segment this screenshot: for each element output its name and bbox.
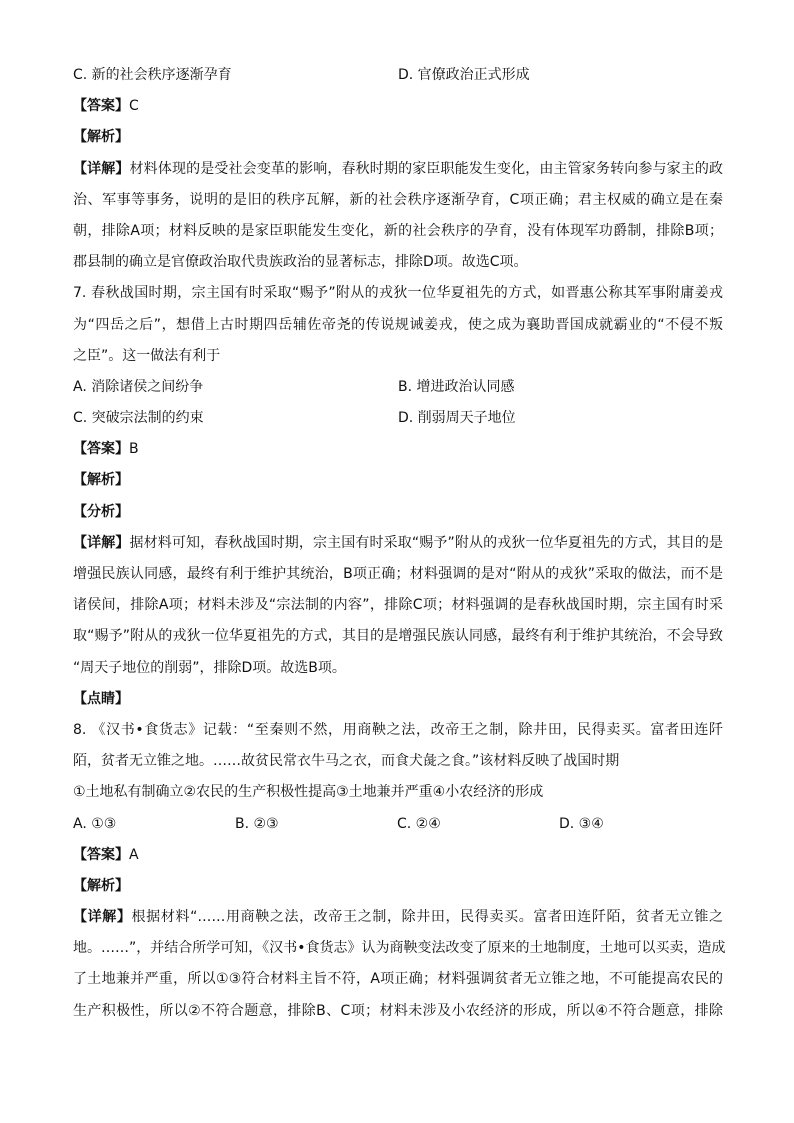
q8-stem-line-2: 陌，贫者无立锥之地。……故贫民常衣牛马之衣，而食犬彘之食。”该材料反映了战国时期: [73, 753, 620, 770]
q8-detail-line-4: 生产积极性，所以②不符合题意，排除B、C项；材料未涉及小农经济的形成，所以④不符合题意，排除: [73, 1002, 723, 1019]
q7-stem-line-1: 7. 春秋战国时期，宗主国有时采取“赐予”附从的戎狄一位华夏祖先的方式，如晋惠公称其军事附庸姜戎: [73, 285, 723, 302]
detail-tag: 【详解】: [73, 534, 130, 551]
answer-value: A: [129, 846, 139, 863]
q8-option-a: A. ①③: [73, 815, 117, 832]
q6-detail-line-1: [73, 154, 723, 185]
q7-answer: [73, 434, 723, 465]
q8-analysis-heading: 【解析】: [73, 877, 129, 894]
q7-detail-line-5: “周天子地位的削弱”，排除D项。故选B项。: [73, 659, 346, 676]
answer-tag: 【答案】: [73, 98, 129, 115]
q7-option-a: A. 消除诸侯之间纷争: [73, 378, 204, 395]
answer-value: B: [129, 441, 139, 458]
q7-option-b: B. 增进政治认同感: [398, 378, 515, 395]
q8-answer: [73, 840, 723, 871]
q6-detail-text: 材料体现的是受社会变革的影响，春秋时期的家臣职能发生变化，由主管家务转向参与家主的政: [129, 160, 724, 177]
q6-detail-line-4: 郡县制的确立是官僚政治取代贵族政治的显著标志，排除D项。故选C项。: [73, 254, 528, 271]
q8-options: [73, 809, 723, 840]
q8-detail-text: 根据材料“……用商鞅之法，改帝王之制，除井田，民得卖买。富者田连阡陌，贫者无立锥之: [131, 909, 723, 926]
q7-dianjing-heading: 【点睛】: [73, 690, 129, 707]
detail-tag: 【详解】: [73, 909, 132, 926]
document-page: [73, 60, 726, 1027]
answer-value: C: [129, 98, 139, 115]
q8-option-b: B. ②③: [235, 815, 279, 832]
q6-options-cd: [73, 60, 723, 91]
q6-detail-line-2: 治、军事等事务，说明的是旧的秩序瓦解，新的社会秩序逐渐孕育，C项正确；君主权威的确立是在秦: [73, 191, 723, 208]
q7-options-cd: [73, 403, 723, 434]
q8-detail-line-1: [73, 902, 723, 933]
q6-analysis-heading: 【解析】: [73, 129, 129, 146]
q8-option-d: D. ③④: [559, 815, 604, 832]
q8-detail-line-2: 地。……”，并结合所学可知，《汉书•食货志》认为商鞅变法改变了原来的土地制度，土地可以买卖，造成: [73, 940, 726, 957]
q6-option-d: D. 官僚政治正式形成: [398, 67, 530, 83]
q7-detail-line-1: [73, 528, 723, 559]
q7-detail-line-4: 取“赐予”附从的戎狄一位华夏祖先的方式，其目的是增强民族认同感，最终有利于维护其统治，不会导致: [73, 628, 723, 645]
q8-option-c: C. ②④: [397, 815, 441, 832]
q7-detail-text: 据材料可知，春秋战国时期，宗主国有时采取“赐予”附从的戎狄一位华夏祖先的方式，其目的是: [129, 534, 723, 551]
q8-stem-line-1: 8. 《汉书•食货志》记载：“至秦则不然，用商鞅之法，改帝王之制，除井田，民得卖买。富者田连阡: [73, 721, 723, 738]
q7-option-c: C. 突破宗法制的约束: [73, 410, 204, 427]
answer-tag: 【答案】: [73, 441, 129, 458]
q7-stem-line-2: 为“四岳之后”，想借上古时期四岳辅佐帝尧的传说规诫姜戎，使之成为襄助晋国成就霸业的“不侵不叛: [73, 316, 723, 333]
q8-detail-line-3: 了土地兼并严重，所以①③符合材料主旨不符，A项正确；材料强调贫者无立锥之地，不可能提高农民的: [73, 971, 723, 988]
q7-option-d: D. 削弱周天子地位: [398, 410, 516, 427]
q6-option-c: C. 新的社会秩序逐渐孕育: [73, 67, 232, 83]
q7-fenxi-heading: 【分析】: [73, 503, 129, 520]
q7-detail-line-3: 诸侯间，排除A项；材料未涉及“宗法制的内容”，排除C项；材料强调的是春秋战国时期，宗主国有时采: [73, 597, 723, 614]
q7-options-ab: [73, 372, 723, 403]
q6-detail-line-3: 朝，排除A项；材料反映的是家臣职能发生变化，新的社会秩序的孕育，没有体现军功爵制，排除B项；: [73, 222, 723, 239]
q6-answer: [73, 91, 723, 122]
q8-items: ①土地私有制确立②农民的生产积极性提高③土地兼并严重④小农经济的形成: [73, 784, 544, 801]
q7-detail-line-2: 增强民族认同感，最终有利于维护其统治，B项正确；材料强调的是对“附从的戎狄”采取的做法，而不是: [73, 566, 723, 582]
q7-stem-line-3: 之臣”。这一做法有利于: [73, 347, 221, 364]
detail-tag: 【详解】: [73, 160, 130, 177]
answer-tag: 【答案】: [73, 846, 129, 863]
q7-analysis-heading: 【解析】: [73, 472, 129, 489]
